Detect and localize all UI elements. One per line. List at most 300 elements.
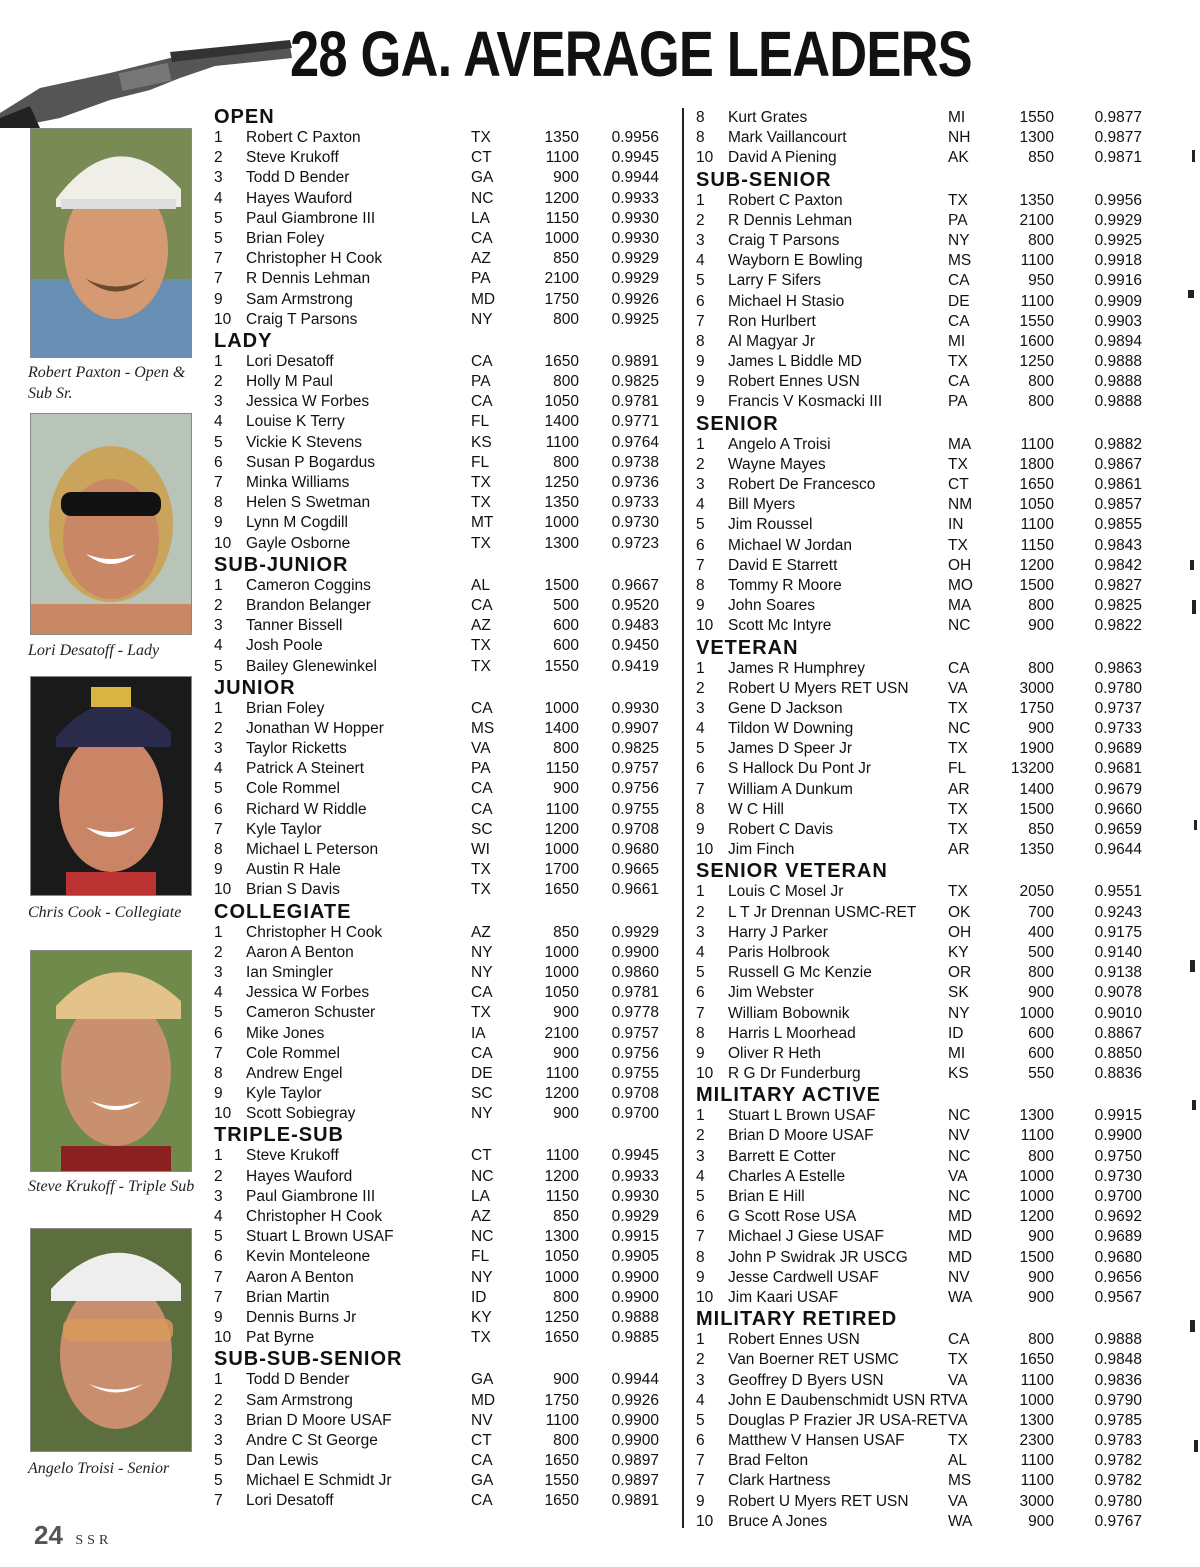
shots-cell: 1000 (544, 699, 579, 717)
table-row (214, 128, 674, 148)
shots-cell: 1400 (544, 413, 579, 431)
table-row (214, 189, 674, 209)
name-cell: John E Daubenschmidt USN RT (728, 1391, 950, 1409)
name-cell: Wayborn E Bowling (728, 252, 863, 270)
state-cell: OK (948, 903, 971, 921)
state-cell: NY (471, 1268, 493, 1286)
shots-cell: 1150 (545, 1187, 579, 1205)
state-cell: DE (948, 292, 970, 310)
table-row (214, 372, 674, 392)
name-cell: Robert Ennes USN (728, 1331, 860, 1349)
state-cell: NV (471, 1411, 493, 1429)
photo-caption: Chris Cook - Collegiate (28, 904, 182, 921)
table-row (696, 759, 1146, 779)
average-cell: 0.9419 (611, 657, 659, 675)
name-cell: Gene D Jackson (728, 699, 843, 717)
name-cell: Douglas P Frazier JR USA-RET (728, 1411, 948, 1429)
rank-cell: 3 (696, 923, 705, 941)
state-cell: NY (948, 1004, 970, 1022)
name-cell: James D Speer Jr (728, 740, 853, 758)
state-cell: CA (471, 800, 493, 818)
table-row (696, 719, 1146, 739)
state-cell: SK (948, 984, 969, 1002)
photo-lori-desatoff (30, 413, 192, 635)
name-cell: W C Hill (728, 800, 784, 818)
table-row (214, 352, 674, 372)
table-row (696, 820, 1146, 840)
shots-cell: 1800 (1019, 455, 1054, 473)
average-cell: 0.9825 (611, 373, 659, 391)
name-cell: Brian Martin (246, 1288, 330, 1306)
average-cell: 0.9659 (1094, 821, 1142, 838)
shots-cell: 1300 (544, 1228, 579, 1246)
shots-cell: 900 (1028, 1512, 1054, 1530)
rank-cell: 1 (214, 1371, 223, 1389)
average-cell: 0.9764 (611, 433, 659, 451)
table-row (696, 800, 1146, 820)
shots-cell: 1550 (1019, 109, 1054, 126)
average-cell: 0.9551 (1094, 883, 1142, 901)
table-row (214, 392, 674, 412)
name-cell: Geoffrey D Byers USN (728, 1371, 884, 1389)
average-cell: 0.9888 (1094, 373, 1142, 391)
table-row (696, 780, 1146, 800)
rank-cell: 4 (696, 720, 705, 738)
state-cell: TX (948, 1351, 968, 1369)
shots-cell: 850 (1028, 149, 1054, 167)
table-row (214, 943, 674, 963)
rank-cell: 6 (696, 984, 705, 1002)
shots-cell: 1350 (1019, 191, 1054, 209)
state-cell: CA (471, 1492, 493, 1510)
table-row (696, 1451, 1146, 1471)
shots-cell: 1750 (544, 290, 579, 308)
average-cell: 0.9756 (611, 780, 659, 798)
table-row (214, 923, 674, 943)
rank-cell: 9 (214, 1085, 223, 1103)
table-row (696, 963, 1146, 983)
state-cell: NC (471, 1228, 494, 1246)
rank-cell: 7 (214, 270, 223, 288)
average-cell: 0.9781 (611, 393, 659, 411)
shots-cell: 1150 (545, 209, 579, 227)
state-cell: TX (471, 534, 491, 552)
shots-cell: 1200 (544, 1167, 579, 1185)
section (214, 901, 674, 1125)
name-cell: Patrick A Steinert (246, 760, 365, 778)
average-cell: 0.9918 (1094, 252, 1142, 270)
name-cell: Barrett E Cotter (728, 1147, 836, 1165)
shots-cell: 13200 (1010, 760, 1054, 778)
average-cell: 0.9916 (1094, 272, 1142, 290)
shots-cell: 800 (553, 310, 579, 328)
rank-cell: 7 (696, 1228, 705, 1246)
section (696, 637, 1146, 861)
average-cell: 0.9905 (611, 1248, 659, 1266)
shots-cell: 1100 (545, 1411, 579, 1429)
rank-cell: 9 (696, 597, 705, 615)
state-cell: VA (948, 1167, 968, 1185)
average-cell: 0.9140 (1094, 943, 1142, 961)
state-cell: VA (948, 1411, 968, 1429)
table-row (696, 455, 1146, 475)
shots-cell: 900 (1028, 1288, 1054, 1306)
shots-cell: 1000 (544, 943, 579, 961)
rank-cell: 2 (696, 679, 705, 697)
shots-cell: 850 (553, 923, 579, 941)
table-row (214, 636, 674, 656)
state-cell: TX (471, 637, 491, 655)
table-row (696, 1044, 1146, 1064)
state-cell: IN (948, 516, 964, 534)
average-cell: 0.9882 (1094, 435, 1142, 453)
table-row (214, 310, 674, 330)
rank-cell: 6 (696, 760, 705, 778)
state-cell: CA (948, 373, 970, 391)
section-title: SUB-JUNIOR (214, 553, 349, 576)
rank-cell: 4 (214, 760, 223, 778)
rank-cell: 6 (214, 1248, 223, 1266)
average-cell: 0.9567 (1094, 1288, 1142, 1306)
name-cell: S Hallock Du Pont Jr (728, 760, 871, 778)
name-cell: Christopher H Cook (246, 923, 383, 941)
average-cell: 0.9888 (1094, 393, 1142, 411)
name-cell: Harris L Moorhead (728, 1024, 856, 1042)
name-cell: Brian D Moore USAF (728, 1127, 874, 1145)
shots-cell: 1200 (1019, 1208, 1054, 1226)
average-cell: 0.9867 (1094, 455, 1142, 473)
shots-cell: 1350 (1019, 841, 1054, 859)
shots-cell: 1250 (1019, 353, 1054, 371)
shots-cell: 1050 (1019, 496, 1054, 514)
shots-cell: 1000 (1019, 1391, 1054, 1409)
average-cell: 0.9644 (1094, 841, 1142, 859)
rank-cell: 2 (214, 943, 223, 961)
state-cell: NC (948, 1147, 971, 1165)
state-cell: MA (948, 435, 972, 453)
shots-cell: 900 (1028, 617, 1054, 635)
name-cell: Paul Giambrone III (246, 209, 376, 227)
rank-cell: 7 (696, 1004, 705, 1022)
name-cell: Jesse Cardwell USAF (728, 1268, 879, 1286)
shots-cell: 1300 (1019, 1107, 1054, 1125)
rank-cell: 5 (214, 1004, 223, 1022)
shots-cell: 1100 (1020, 292, 1054, 310)
average-cell: 0.9929 (611, 270, 659, 288)
name-cell: Robert C Paxton (246, 129, 361, 146)
rank-cell: 10 (214, 881, 232, 899)
name-cell: Aaron A Benton (246, 1268, 354, 1286)
name-cell: Sam Armstrong (246, 1391, 353, 1409)
name-cell: Jim Webster (728, 984, 814, 1002)
name-cell: Matthew V Hansen USAF (728, 1432, 905, 1450)
state-cell: CA (471, 1452, 493, 1470)
rank-cell: 7 (214, 1268, 223, 1286)
shots-cell: 800 (1028, 1331, 1054, 1349)
name-cell: Brian D Moore USAF (246, 1411, 392, 1429)
shots-cell: 900 (553, 169, 579, 187)
name-cell: Bailey Glenewinkel (246, 657, 377, 675)
rank-cell: 4 (214, 984, 223, 1002)
rank-cell: 7 (696, 780, 705, 798)
table-row (696, 1492, 1146, 1512)
rank-cell: 10 (214, 1105, 232, 1123)
table-row (214, 1471, 674, 1491)
table-row (696, 1147, 1146, 1167)
rank-cell: 7 (214, 1288, 223, 1306)
shots-cell: 1000 (1019, 1004, 1054, 1022)
average-cell: 0.9945 (611, 1147, 659, 1165)
rank-cell: 9 (214, 1308, 223, 1326)
name-cell: Charles A Estelle (728, 1167, 846, 1185)
shots-cell: 900 (553, 1044, 579, 1062)
table-row (696, 108, 1146, 128)
rank-cell: 3 (214, 740, 223, 758)
state-cell: FL (471, 1248, 490, 1266)
name-cell: Brad Felton (728, 1452, 809, 1470)
rank-cell: 8 (696, 129, 705, 147)
average-cell: 0.9780 (1094, 1492, 1142, 1510)
name-cell: Brian S Davis (246, 881, 340, 899)
shots-cell: 800 (1028, 964, 1054, 982)
rank-cell: 9 (214, 290, 223, 308)
state-cell: CA (471, 984, 493, 1002)
shots-cell: 800 (1028, 373, 1054, 391)
average-cell: 0.9243 (1094, 903, 1142, 921)
state-cell: GA (471, 169, 494, 187)
section (696, 1308, 1146, 1532)
name-cell: Mark Vaillancourt (728, 129, 847, 147)
average-cell: 0.9843 (1094, 536, 1142, 554)
rank-cell: 2 (696, 211, 705, 229)
table-row (214, 800, 674, 820)
average-cell: 0.9891 (611, 1492, 659, 1510)
rank-cell: 7 (214, 250, 223, 268)
section-title: SUB-SENIOR (696, 168, 832, 191)
name-cell: Christopher H Cook (246, 250, 383, 268)
table-row (214, 1491, 674, 1511)
name-cell: Vickie K Stevens (246, 433, 363, 451)
table-row (214, 513, 674, 533)
shots-cell: 900 (1028, 1228, 1054, 1246)
table-row (214, 249, 674, 269)
name-cell: R Dennis Lehman (246, 270, 371, 288)
average-cell: 0.9930 (611, 699, 659, 717)
table-row (214, 759, 674, 779)
average-cell: 0.9900 (611, 1411, 659, 1429)
average-cell: 0.9925 (611, 310, 659, 328)
state-cell: LA (471, 209, 490, 227)
state-cell: NY (471, 310, 493, 328)
average-cell: 0.9010 (1094, 1004, 1142, 1022)
table-row (214, 699, 674, 719)
name-cell: Holly M Paul (246, 373, 333, 391)
shots-cell: 850 (553, 1208, 579, 1225)
state-cell: NV (948, 1127, 970, 1145)
section-title: MILITARY ACTIVE (696, 1084, 881, 1107)
rank-cell: 2 (214, 149, 223, 167)
rank-cell: 1 (696, 1107, 705, 1125)
rank-cell: 10 (696, 617, 714, 635)
shots-cell: 800 (553, 373, 579, 391)
state-cell: AK (948, 149, 969, 167)
rank-cell: 7 (696, 556, 705, 574)
section (214, 1348, 674, 1511)
rank-cell: 3 (696, 231, 705, 249)
name-cell: Robert De Francesco (728, 476, 876, 493)
shots-cell: 3000 (1019, 679, 1054, 697)
average-cell: 0.9681 (1094, 760, 1142, 778)
table-row (214, 229, 674, 249)
state-cell: KY (948, 943, 969, 961)
name-cell: Steve Krukoff (246, 149, 339, 167)
name-cell: Taylor Ricketts (246, 740, 347, 758)
state-cell: KS (471, 433, 492, 451)
state-cell: AZ (471, 617, 491, 635)
state-cell: MI (948, 1044, 966, 1062)
rank-cell: 1 (214, 129, 223, 146)
average-cell: 0.9450 (611, 637, 659, 655)
rank-cell: 9 (214, 861, 223, 879)
rank-cell: 1 (696, 883, 705, 901)
name-cell: Tommy R Moore (728, 576, 842, 594)
average-cell: 0.9944 (611, 169, 659, 187)
name-cell: John Soares (728, 597, 816, 615)
table-row (696, 679, 1146, 699)
name-cell: Michael E Schmidt Jr (246, 1472, 392, 1490)
name-cell: Austin R Hale (246, 861, 341, 879)
average-cell: 0.9708 (611, 820, 659, 838)
average-cell: 0.9848 (1094, 1351, 1142, 1369)
average-cell: 0.9857 (1094, 496, 1142, 514)
table-row (696, 148, 1146, 168)
average-cell: 0.9730 (1094, 1167, 1142, 1185)
state-cell: TX (948, 536, 968, 554)
rank-cell: 8 (696, 576, 705, 594)
photo-caption: Angelo Troisi - Senior (28, 1460, 170, 1477)
state-cell: AL (948, 1452, 967, 1470)
shots-cell: 800 (1028, 659, 1054, 677)
state-cell: VA (948, 1391, 968, 1409)
section (214, 106, 674, 330)
average-cell: 0.9894 (1094, 332, 1142, 350)
shots-cell: 900 (553, 1105, 579, 1123)
table-row (696, 372, 1146, 392)
photo-robert-paxton (30, 128, 192, 358)
state-cell: OH (948, 556, 972, 574)
table-row (214, 1268, 674, 1288)
table-row (214, 453, 674, 473)
average-cell: 0.9692 (1094, 1208, 1142, 1226)
table-row (696, 576, 1146, 596)
rank-cell: 5 (696, 740, 705, 758)
table-row (696, 659, 1146, 679)
average-cell: 0.9863 (1094, 659, 1142, 677)
average-cell: 0.9871 (1094, 149, 1142, 167)
average-cell: 0.9888 (1094, 353, 1142, 371)
rank-cell: 10 (214, 534, 232, 552)
average-cell: 0.9900 (1094, 1127, 1142, 1145)
state-cell: PA (948, 393, 968, 411)
average-cell: 0.9903 (1094, 312, 1142, 330)
state-cell: VA (948, 679, 968, 697)
rank-cell: 2 (214, 1391, 223, 1409)
photo-angelo-troisi (30, 1228, 192, 1452)
state-cell: NC (948, 617, 971, 635)
state-cell: NH (948, 129, 971, 147)
name-cell: Bill Myers (728, 496, 796, 514)
table-row (696, 1330, 1146, 1350)
table-row (696, 191, 1146, 211)
shots-cell: 1500 (1019, 1248, 1054, 1266)
name-cell: Scott Mc Intyre (728, 617, 832, 635)
rank-cell: 3 (696, 476, 705, 493)
table-row (214, 1370, 674, 1390)
average-cell: 0.9933 (611, 189, 659, 207)
state-cell: VA (948, 1371, 968, 1389)
shots-cell: 1350 (544, 494, 579, 512)
table-row (696, 943, 1146, 963)
average-cell: 0.9897 (611, 1472, 659, 1490)
state-cell: TX (948, 800, 968, 818)
photo-steve-krukoff (30, 950, 192, 1172)
average-cell: 0.9825 (611, 740, 659, 758)
shots-cell: 1050 (544, 1248, 579, 1266)
average-cell: 0.9520 (611, 596, 659, 614)
state-cell: TX (948, 699, 968, 717)
table-row (214, 1044, 674, 1064)
rank-cell: 3 (214, 393, 223, 411)
table-row (696, 1207, 1146, 1227)
rank-cell: 7 (696, 1452, 705, 1470)
average-cell: 0.9897 (611, 1452, 659, 1470)
shots-cell: 900 (1028, 1268, 1054, 1286)
magazine-name: SSR (75, 1533, 113, 1548)
average-cell: 0.9926 (611, 1391, 659, 1409)
name-cell: Paul Giambrone III (246, 1187, 376, 1205)
table-row (214, 1451, 674, 1471)
section-title: MILITARY RETIRED (696, 1308, 898, 1331)
name-cell: Wayne Mayes (728, 455, 826, 473)
average-cell: 0.9771 (611, 413, 659, 431)
rank-cell: 9 (696, 1044, 705, 1062)
name-cell: Craig T Parsons (728, 231, 840, 249)
shots-cell: 1550 (1019, 312, 1054, 330)
name-cell: David E Starrett (728, 556, 838, 574)
average-cell: 0.9915 (1094, 1107, 1142, 1125)
name-cell: Paris Holbrook (728, 943, 830, 961)
state-cell: MS (948, 1472, 972, 1490)
table-row (214, 1431, 674, 1451)
average-cell: 0.9708 (611, 1085, 659, 1103)
average-cell: 0.9930 (611, 209, 659, 227)
average-cell: 0.9956 (1094, 191, 1142, 209)
state-cell: TX (948, 455, 968, 473)
state-cell: GA (471, 1371, 494, 1389)
state-cell: CA (948, 312, 970, 330)
section-title: COLLEGIATE (214, 900, 352, 923)
state-cell: WA (948, 1288, 973, 1306)
shots-cell: 1100 (1020, 1127, 1054, 1145)
shots-cell: 550 (1028, 1065, 1054, 1083)
table-row (214, 596, 674, 616)
state-cell: KY (471, 1308, 492, 1326)
table-row (214, 433, 674, 453)
shots-cell: 1100 (1020, 1472, 1054, 1490)
rank-cell: 1 (696, 659, 705, 677)
name-cell: Dan Lewis (246, 1452, 319, 1470)
state-cell: AL (471, 576, 490, 594)
